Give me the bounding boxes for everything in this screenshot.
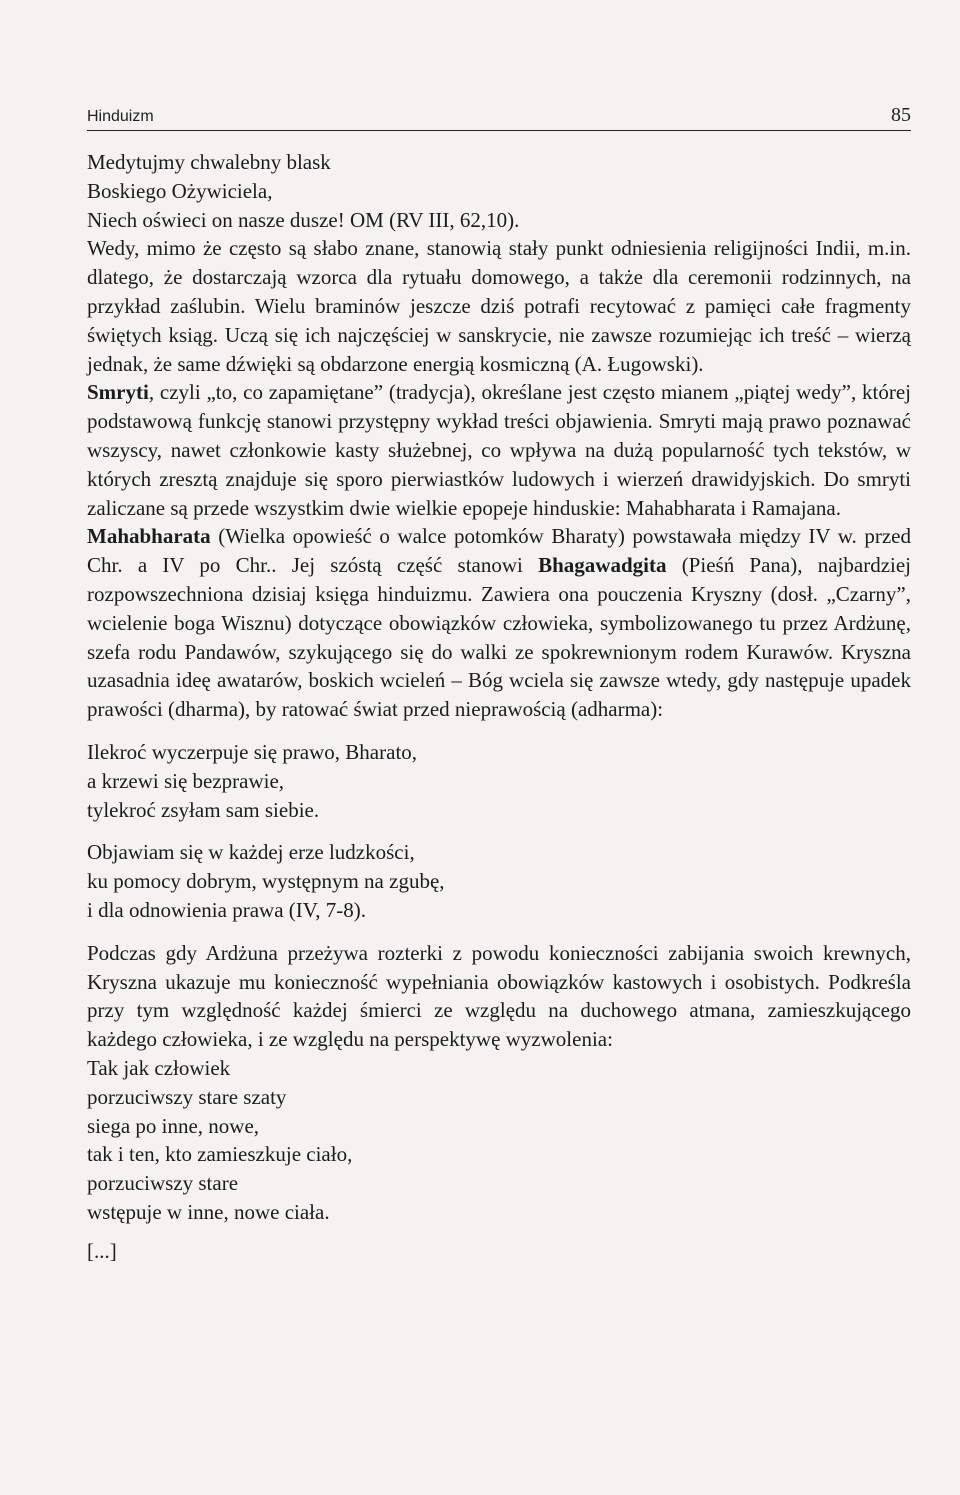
verse-dharma xyxy=(87,738,911,824)
verse-line: Boskiego Ożywiciela, xyxy=(87,178,273,203)
verse-line: tylekroć zsyłam sam siebie. xyxy=(87,797,320,822)
paragraph-mahabharata-text-2: (Pieśń Pana), najbardziej rozpowszechniona dzisiaj księga hinduizmu. Zawiera ona pouczenia Kryszny (dosł. „Czarny”, wcielenie boga Wisznu) dotyczące obowiązków człowieka, symbolizowanego tu przez Ardżunę, szefa rodu Pandawów, szykującego się do walki ze spokrewnionym rodem Kurawów. Kryszna uzasadnia ideę awatarów, boskich wcieleń – Bóg wciela się zawsze wtedy, gdy następuje upadek prawości (dharma), by ratować świat przed nieprawością (adharma): xyxy=(87,553,912,722)
paragraph-vedas: Wedy, mimo że często są słabo znane, stanowią stały punkt odniesienia religijności Indii, m.in. dlatego, że dostarczają wzorca dla rytuału domowego, a także dla ceremonii rodzinnych, na przykład zaślubin. Wielu braminów jeszcze dziś potrafi recytować z pamięci całe fragmenty świętych ksiąg. Uczą się ich najczęściej w sanskrycie, nie zawsze rozumiejąc ich treść – wierzą jednak, że same dźwięki są obdarzone energią kosmiczną (A. Ługowski). xyxy=(87,236,911,376)
verse-line: Ilekroć wyczerpuje się prawo, Bharato, xyxy=(87,739,418,764)
verse-line: porzuciwszy stare szaty xyxy=(87,1084,287,1109)
paragraph-smryti-text: , czyli „to, co zapamiętane” (tradycja), określane jest często mianem „piątej wedy”, której podstawową funkcję stanowi przystępny wykład treści objawienia. Smryti mają prawo poznawać wszyscy, nawet członkowie kasty służebnej, co wpływa na dużą popularność tych tekstów, w których zresztą znajduje się sporo pierwiastków ludowych i wierzeń drawidyjskich. Do smryti zaliczane są przede wszystkim dwie wielkie epopeje hinduskie: Mahabharata i Ramajana. xyxy=(87,380,911,520)
page-number: 85 xyxy=(891,104,911,126)
verse-line: ku pomocy dobrym, występnym na zgubę, xyxy=(87,869,445,894)
verse-line: siega po inne, nowe, xyxy=(87,1113,260,1138)
spacer xyxy=(87,824,911,838)
verse-line: Objawiam się w każdej erze ludzkości, xyxy=(87,840,415,865)
running-head: Hinduizm xyxy=(87,108,154,125)
spacer xyxy=(87,724,911,738)
term-smryti: Smryti xyxy=(87,380,149,405)
paragraph-smryti xyxy=(87,378,911,522)
verse-line: porzuciwszy stare xyxy=(87,1171,239,1196)
page-body xyxy=(87,148,911,1265)
page-header xyxy=(87,100,911,131)
omission-mark: [...] xyxy=(87,1238,117,1263)
term-bhagawadgita: Bhagawadgita xyxy=(538,553,667,578)
verse-avatar xyxy=(87,838,911,924)
verse-gayatri xyxy=(87,148,911,234)
paragraph-mahabharata-text-1: (Wielka opowieść o walce potomków Bharaty) powstawała między IV w. przed Chr. a IV po Chr.. Jej szóstą część stanowi xyxy=(87,524,911,578)
verse-line: Tak jak człowiek xyxy=(87,1055,231,1080)
verse-line: Niech oświeci on nasze dusze! OM (RV III, 62,10). xyxy=(87,207,520,232)
term-mahabharata: Mahabharata xyxy=(87,524,211,549)
verse-garments xyxy=(87,1054,911,1227)
spacer xyxy=(87,925,911,939)
verse-line: Medytujmy chwalebny blask xyxy=(87,150,331,174)
paragraph-ardzuna: Podczas gdy Ardżuna przeżywa rozterki z powodu konieczności zabijania swoich krewnych, Kryszna ukazuje mu konieczność wypełniania obowiązków kastowych i osobistych. Podkreśla przy tym względność każdej śmierci ze względu na duchowego atmana, zamieszkującego każdego człowieka, i ze względu na perspektywę wyzwolenia: xyxy=(87,940,911,1052)
paragraph-mahabharata xyxy=(87,522,911,724)
verse-line: wstępuje w inne, nowe ciała. xyxy=(87,1199,330,1224)
verse-line: tak i ten, kto zamieszkuje ciało, xyxy=(87,1142,353,1167)
verse-line: a krzewi się bezprawie, xyxy=(87,768,285,793)
verse-line: i dla odnowienia prawa (IV, 7-8). xyxy=(87,897,366,922)
